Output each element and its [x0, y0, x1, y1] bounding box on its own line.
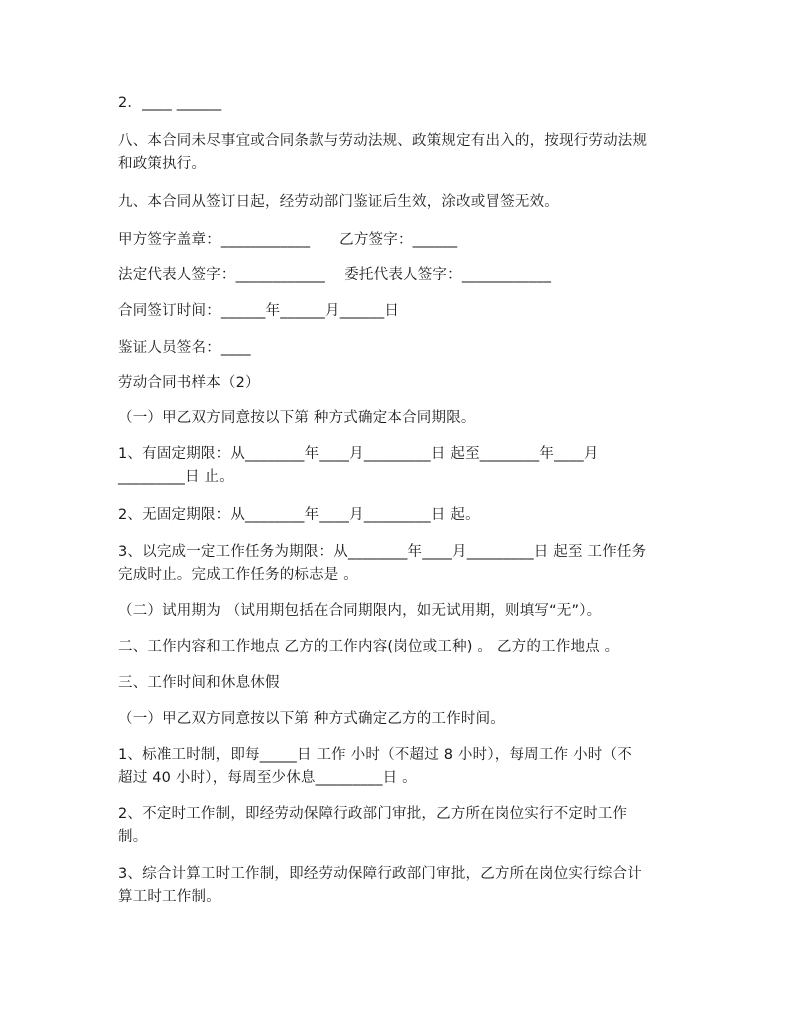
- task-term-line-2: 完成时止。完成工作任务的标志是 。: [118, 567, 359, 583]
- standard-hours-line-1: 1、标准工时制，即每_____日 工作 小时（不超过 8 小时），每周工作 小时（不: [118, 747, 632, 763]
- signature-representatives: 法定代表人签字：____________ 委托代表人签字：____________: [118, 267, 552, 283]
- task-term-line-1: 3、以完成一定工作任务为期限：从________年____月_________日 起至 工作任务: [118, 544, 647, 560]
- flexible-hours-line-1: 2、不定时工作制，即经劳动保障行政部门审批，乙方所在岗位实行不定时工作: [118, 806, 628, 822]
- clause-2-work: 二、工作内容和工作地点 乙方的工作内容(岗位或工种) 。 乙方的工作地点 。: [118, 639, 620, 655]
- signature-party-a-b: 甲方签字盖章：____________ 乙方签字：______: [118, 232, 458, 248]
- comprehensive-hours-line-1: 3、综合计算工时工作制，即经劳动保障行政部门审批，乙方所在岗位实行综合计: [118, 866, 642, 882]
- open-term: 2、无固定期限：从________年____月_________日 起。: [118, 507, 480, 523]
- sample-2-title: 劳动合同书样本（2）: [118, 375, 260, 391]
- item-2-blank: 2．____ ______: [118, 95, 222, 111]
- clause-9: 九、本合同从签订日起，经劳动部门鉴证后生效，涂改或冒签无效。: [118, 194, 559, 210]
- flexible-hours-line-2: 制。: [118, 829, 148, 845]
- term-method: （一）甲乙双方同意按以下第 种方式确定本合同期限。: [118, 410, 476, 426]
- work-time-method: （一）甲乙双方同意按以下第 种方式确定乙方的工作时间。: [118, 711, 506, 727]
- fixed-term-line-2: _________日 止。: [118, 469, 234, 485]
- verifier-signature: 鉴证人员签名：____: [118, 340, 251, 356]
- comprehensive-hours-line-2: 算工时工作制。: [118, 889, 221, 905]
- signing-date: 合同签订时间：______年______月______日: [118, 303, 400, 319]
- standard-hours-line-2: 超过 40 小时），每周至少休息_________日 。: [118, 770, 417, 786]
- probation: （二）试用期为 （试用期包括在合同期限内，如无试用期，则填写“无”）。: [118, 603, 602, 619]
- clause-8-line-2: 和政策执行。: [118, 156, 207, 172]
- clause-8-line-1: 八、本合同未尽事宜或合同条款与劳动法规、政策规定有出入的，按现行劳动法规: [118, 133, 648, 149]
- fixed-term-line-1: 1、有固定期限：从________年____月_________日 起至________年____月: [118, 446, 599, 462]
- clause-3-heading: 三、工作时间和休息休假: [118, 675, 280, 691]
